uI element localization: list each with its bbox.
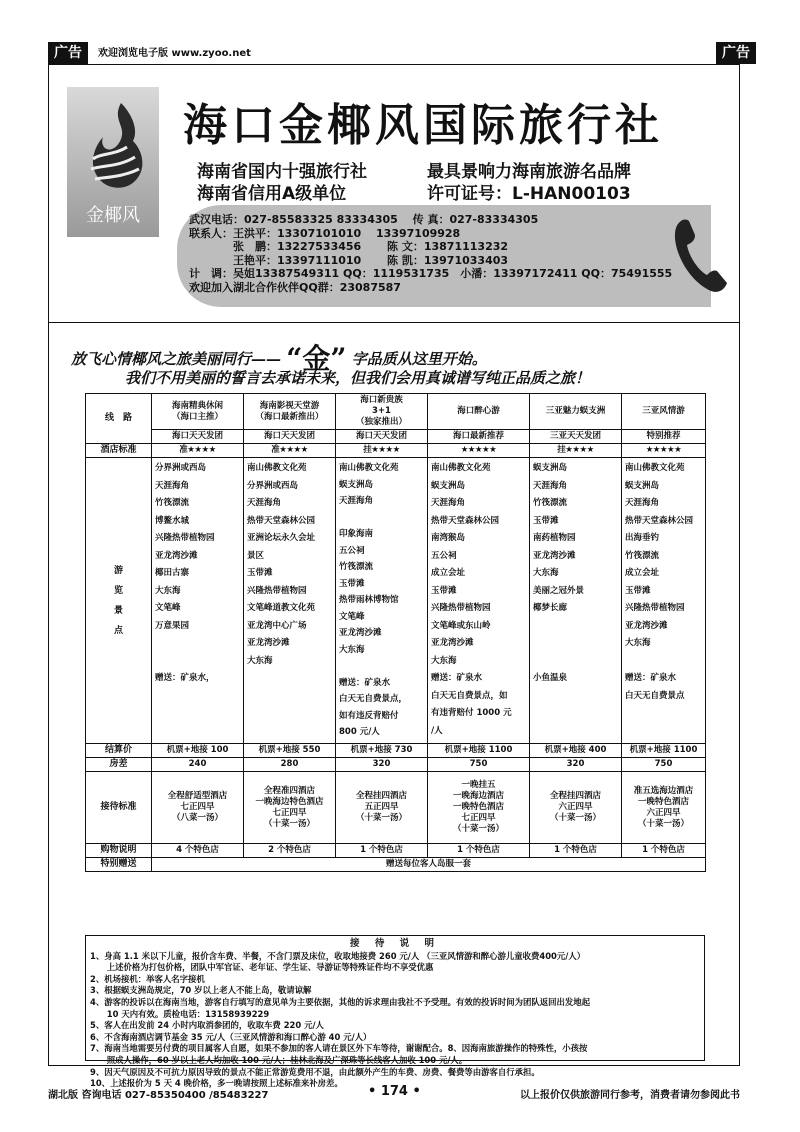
attraction-item: 赠送：矿泉水 <box>339 677 391 688</box>
attraction-item <box>339 658 424 675</box>
gift-value: 赠送每位客人岛服一套 <box>152 858 706 872</box>
hotel-standard <box>244 444 336 458</box>
attraction-item: 白天无自费景点 <box>625 690 685 701</box>
attraction-item: 成立会址 <box>625 568 660 578</box>
attraction-item <box>533 705 618 723</box>
footer-contact: 湖北版 咨询电话 027-85350400 /85483227 <box>48 1090 269 1101</box>
shopping-info: 1 个特色店 <box>622 844 706 858</box>
reception-standard: 全程挂四酒店 六正四早 （十菜一汤） <box>530 772 622 844</box>
attraction-item <box>625 723 702 741</box>
attraction-item: 亚龙湾沙滩 <box>155 550 198 561</box>
route-price: 机票+地接 1100 <box>428 744 530 758</box>
attraction-item: 天涯海角 <box>339 496 374 506</box>
attraction-item: 大东海 <box>533 568 559 578</box>
attraction-item: 成立会址 <box>431 568 466 578</box>
star-rating: ★★★★ <box>279 445 308 455</box>
route-agency: 海口天天发团 <box>336 430 428 444</box>
tagline-2: 最具景响力海南旅游名品牌 <box>427 162 631 182</box>
hotel-standard <box>152 444 244 458</box>
advertisement-frame <box>48 64 740 1089</box>
attraction-item <box>247 723 332 741</box>
attraction-item: 赠送：矿泉水 <box>625 673 677 683</box>
note-line: 2、机场接机：举客人名字接机 <box>90 973 205 984</box>
route-agency: 海口最新推荐 <box>428 430 530 444</box>
attraction-item: 兴隆热带植物园 <box>431 603 491 613</box>
reception-standard: 全程舒适型酒店 七正四早 （八菜一汤） <box>152 772 244 844</box>
attraction-item: 热带天堂森林公园 <box>247 515 316 526</box>
site-banner: 欢迎浏览电子版 www.zyoo.net <box>98 48 251 59</box>
attraction-item: 出海垂钓 <box>625 533 660 543</box>
attraction-item: 竹筏漂流 <box>155 498 190 508</box>
hotel-prefix: 挂 <box>363 445 372 455</box>
attraction-item: 亚龙湾沙滩 <box>339 628 382 638</box>
reception-standard: 一晚挂五 一晚海边酒店 一晚特色酒店 七正四早 （十菜一汤） <box>428 772 530 844</box>
attraction-item: 万意果园 <box>155 620 190 631</box>
attraction-item: 文笔峰 <box>155 603 181 613</box>
star-rating: ★★★★★ <box>460 445 497 455</box>
room-label: 房差 <box>86 758 152 772</box>
attraction-item <box>247 670 332 688</box>
route-attractions <box>428 458 530 744</box>
attraction-item: 玉带滩 <box>533 515 559 526</box>
hotel-prefix: 准 <box>271 445 280 455</box>
route-name: 海口醉心游 <box>428 394 530 430</box>
attraction-item: 南山佛教文化苑 <box>625 463 685 473</box>
attraction-item <box>155 653 240 671</box>
slogan-part-a: 放飞心情椰风之旅美丽同行—— <box>71 350 282 368</box>
attraction-item <box>625 653 702 671</box>
attraction-item: 印象海南 <box>339 529 374 539</box>
attraction-item: 大东海 <box>625 638 651 648</box>
shopping-label: 购物说明 <box>86 844 152 858</box>
attraction-item: 分界洲或西岛 <box>155 463 207 473</box>
attraction-item: 博鳌水城 <box>155 515 190 526</box>
attraction-item: 天涯海角 <box>247 498 282 508</box>
attraction-item: 亚龙湾沙滩 <box>247 638 290 648</box>
attraction-item: 如有违反背赔付 <box>339 710 399 721</box>
room-difference: 750 <box>622 758 706 772</box>
route-price: 机票+地接 100 <box>152 744 244 758</box>
hotel-standard <box>622 444 706 458</box>
route-agency: 海口天天发团 <box>152 430 244 444</box>
attraction-item <box>533 723 618 741</box>
attraction-item <box>533 618 618 636</box>
attraction-item: 南湾猴岛 <box>431 533 466 543</box>
attraction-item: 五公祠 <box>431 550 457 561</box>
route-price: 机票+地接 730 <box>336 744 428 758</box>
attraction-item: 有违背赔付 1000 元 <box>431 708 512 718</box>
attraction-item: 小鱼温泉 <box>533 673 568 683</box>
row-agency <box>86 430 706 444</box>
route-agency: 三亚天天发团 <box>530 430 622 444</box>
attraction-item: 南药植物园 <box>533 533 576 543</box>
route-price: 机票+地接 550 <box>244 744 336 758</box>
attraction-item: 文笔峰 <box>339 611 365 622</box>
attraction-item: 兴隆热带植物园 <box>625 603 685 613</box>
star-rating: ★★★★ <box>565 445 594 455</box>
route-agency: 特别推荐 <box>622 430 706 444</box>
note-line: 照成人操作，60 岁以上老人均加收 100 元/人；桂林北海及广深珠等长线客人加收 100 元/人。 <box>90 1054 468 1065</box>
route-name: 海口新贵族 3+1 （独家推出） <box>336 394 428 430</box>
ad-tag-right: 广告 <box>716 42 756 64</box>
slogan-line-2: 我们不用美丽的誓言去承诺未来，但我们会用真诚谱写纯正品质之旅！ <box>125 369 591 387</box>
attraction-item: 文笔峰或东山岭 <box>431 620 491 631</box>
row-gift <box>86 858 706 872</box>
flame-icon <box>81 99 151 195</box>
shopping-info: 1 个特色店 <box>336 844 428 858</box>
route-attractions <box>622 458 706 744</box>
attraction-item <box>247 688 332 706</box>
notes-title: 接 待 说 明 <box>350 938 440 949</box>
attraction-item <box>155 688 240 706</box>
route-label: 线 路 <box>86 394 152 444</box>
notes-lines <box>90 951 700 1090</box>
attraction-item: 兴隆热带植物园 <box>155 533 215 543</box>
hotel-prefix: 挂 <box>557 445 566 455</box>
attraction-item: 热带天堂森林公园 <box>625 515 694 526</box>
tagline-1: 海南省国内十强旅行社 <box>197 162 367 182</box>
attraction-item: 亚龙湾中心广场 <box>247 620 307 631</box>
logo-text: 金椰风 <box>86 205 140 226</box>
route-name: 三亚魅力蜈支洲 <box>530 394 622 430</box>
attraction-item: 天涯海角 <box>155 480 190 491</box>
attraction-item: 天涯海角 <box>625 498 660 508</box>
attraction-item: 白天无自费景点， <box>339 694 408 704</box>
attraction-item: 蜈支洲岛 <box>533 463 568 473</box>
attraction-item: 景区 <box>247 550 265 561</box>
note-line: 7、海南当地需要另付费的项目属客人自愿，如果不参加的客人请在景区外下车等待，谢谢配合。8、因海南旅游操作的特殊性，小孩按 <box>90 1043 588 1054</box>
hotel-prefix: 准 <box>179 445 188 455</box>
reception-standard: 准五选海边酒店 一晚特色酒店 六正四早 （十菜一汤） <box>622 772 706 844</box>
row-shopping <box>86 844 706 858</box>
route-agency: 海口天天发团 <box>244 430 336 444</box>
note-line: 10 天内有效。质检电话：13158939229 <box>90 1008 270 1019</box>
attraction-item: 亚龙湾沙滩 <box>431 638 474 648</box>
attraction-item: 热带雨林博物馆 <box>339 595 399 605</box>
route-price: 机票+地接 400 <box>530 744 622 758</box>
route-name: 海南精典休闲 （海口主推） <box>152 394 244 430</box>
attraction-item: 美丽之冠外景 <box>533 585 585 596</box>
attraction-item: 亚洲论坛永久会址 <box>247 533 316 543</box>
contact-line: 王艳平：13397111010 陈 凯：13971033403 <box>189 253 509 267</box>
attraction-item: 南山佛教文化苑 <box>247 463 307 473</box>
attraction-item: 文笔峰道教文化苑 <box>247 603 316 613</box>
route-attractions <box>336 458 428 744</box>
telephone-icon <box>671 215 729 295</box>
shopping-info: 4 个特色店 <box>152 844 244 858</box>
attraction-item: 玉带滩 <box>339 578 365 589</box>
slogan-gold-char: “金” <box>286 342 347 375</box>
note-line: 5、客人在出发前 24 小时内取消参团的，收取车费 220 元/人 <box>90 1020 324 1031</box>
attraction-item: 南山佛教文化苑 <box>339 463 399 473</box>
attraction-item <box>533 653 618 671</box>
note-line: 10、上述报价为 5 天 4 晚价格，多一晚请按照上述标准来补房差。 <box>90 1078 343 1089</box>
tagline-3: 海南省信用A级单位 <box>197 184 347 204</box>
contact-line: 联系人：王洪平：13307101010 13397109928 <box>189 226 461 240</box>
attraction-item: 亚龙湾沙滩 <box>533 550 576 561</box>
attraction-item: 亚龙湾沙滩 <box>625 620 668 631</box>
row-room <box>86 758 706 772</box>
attraction-item: 大东海 <box>339 644 365 655</box>
page-footer <box>48 1086 740 1104</box>
note-line: 9、因天气原因及不可抗力原因导致的景点不能正常游览费用不退，由此额外产生的车费、房费、餐费等由游客自行承担。 <box>90 1066 540 1077</box>
agency-header <box>49 65 739 323</box>
attraction-item: 蜈支洲岛 <box>431 480 466 491</box>
note-line: 3、根据蜈支洲岛规定，70 岁以上老人不能上岛，敬请谅解 <box>90 985 312 996</box>
attractions-label: 游 览 景 点 <box>86 458 152 744</box>
attraction-item: 赠送：矿泉水， <box>155 673 215 683</box>
hotel-label: 酒店标准 <box>86 444 152 458</box>
attraction-item <box>155 635 240 653</box>
attraction-item: 天涯海角 <box>431 498 466 508</box>
contact-box <box>177 205 711 307</box>
room-difference: 320 <box>336 758 428 772</box>
attraction-item <box>339 510 424 527</box>
star-rating: ★★★★ <box>187 445 216 455</box>
row-hotel <box>86 444 706 458</box>
contact-line: 计 调：吴姐13387549311 QQ：1119531735 小潘：13397172411 QQ：75491555 <box>189 267 673 280</box>
note-line: 上述价格为打包价格，团队中军官证、老年证、学生证、导游证等特殊证件均不享受优惠 <box>90 962 434 973</box>
note-line: 1、身高 1.1 米以下儿童，报价含车费、半餐，不含门票及床位，收取地接费 260 元/人 （三亚风情游和醉心游儿童收费400元/人） <box>90 950 586 961</box>
attraction-item: 赠送：矿泉水 <box>431 673 483 683</box>
route-name: 三亚风情游 <box>622 394 706 430</box>
attraction-item: 玉带滩 <box>431 585 457 596</box>
note-line: 6、不含海南酒店调节基金 35 元/人（三亚风情游和海口醉心游 40 元/人） <box>90 1031 372 1042</box>
standard-label: 接待标准 <box>86 772 152 844</box>
attraction-item: 五公祠 <box>339 545 365 556</box>
route-attractions <box>244 458 336 744</box>
attraction-item: 大东海 <box>247 655 273 666</box>
slogan-part-b: 字品质从这里开始。 <box>351 350 487 368</box>
room-difference: 320 <box>530 758 622 772</box>
attraction-item: 大东海 <box>431 655 457 666</box>
page-number: • 174 • <box>368 1084 421 1099</box>
ad-tag-left: 广告 <box>48 42 88 64</box>
hotel-standard <box>530 444 622 458</box>
reception-notes <box>85 935 705 1089</box>
attraction-item: 蜈支洲岛 <box>339 479 374 490</box>
attraction-item: 竹筏漂流 <box>339 562 374 572</box>
contact-line: 武汉电话：027-85583325 83334305 传 真：027-83334305 <box>189 213 539 226</box>
contact-line: 张 鹏：13227533456 陈 文：13871113232 <box>189 240 509 253</box>
route-price: 机票+地接 1100 <box>622 744 706 758</box>
star-rating: ★★★★ <box>371 445 400 455</box>
attraction-item: 玉带滩 <box>247 568 273 578</box>
row-route-names <box>86 394 706 430</box>
attraction-item <box>247 705 332 723</box>
row-attractions <box>86 458 706 744</box>
attraction-item: 椰梦长廊 <box>533 603 568 613</box>
attraction-item: 南山佛教文化苑 <box>431 463 491 473</box>
attraction-item: 分界洲或西岛 <box>247 480 299 491</box>
attraction-item: 800 元/人 <box>339 727 380 737</box>
attraction-item: 大东海 <box>155 585 181 596</box>
attraction-item <box>155 705 240 723</box>
footer-disclaimer: 以上报价仅供旅游同行参考，消费者请勿参阅此书 <box>520 1090 740 1101</box>
gift-label: 特别赠送 <box>86 858 152 872</box>
attraction-item <box>533 635 618 653</box>
attraction-item: 热带天堂森林公园 <box>431 515 500 526</box>
attraction-item: 天涯海角 <box>533 480 568 491</box>
shopping-info: 2 个特色店 <box>244 844 336 858</box>
route-attractions <box>152 458 244 744</box>
price-label: 结算价 <box>86 744 152 758</box>
attraction-item: 蜈支洲岛 <box>625 480 660 491</box>
license-number: 许可证号：L-HAN00103 <box>427 184 631 204</box>
attraction-item <box>625 705 702 723</box>
route-attractions <box>530 458 622 744</box>
agency-logo <box>67 87 159 237</box>
routes-table <box>85 393 706 872</box>
hotel-standard <box>428 444 530 458</box>
star-rating: ★★★★★ <box>645 445 682 455</box>
attraction-item: 玉带滩 <box>625 585 651 596</box>
route-name: 海南影视天堂游 （海口最新推出） <box>244 394 336 430</box>
attraction-item <box>155 723 240 741</box>
note-line: 4、游客的投诉以在海南当地，游客自行填写的意见单为主要依据，其他的诉求理由我社不予受理。有效的投诉时间为团队返回出发地起 <box>90 996 590 1007</box>
room-difference: 750 <box>428 758 530 772</box>
contact-line: 欢迎加入湖北合作伙伴QQ群：23087587 <box>189 280 401 294</box>
attraction-item <box>533 688 618 706</box>
hotel-standard <box>336 444 428 458</box>
agency-title: 海口金椰风国际旅行社 <box>183 100 663 151</box>
shopping-info: 1 个特色店 <box>428 844 530 858</box>
attraction-item: 椰田古寨 <box>155 568 190 578</box>
reception-standard: 全程挂四酒店 五正四早 （十菜一汤） <box>336 772 428 844</box>
shopping-info: 1 个特色店 <box>530 844 622 858</box>
row-price <box>86 744 706 758</box>
row-standard <box>86 772 706 844</box>
attraction-item: 白天无自费景点，如 <box>431 690 508 701</box>
room-difference: 280 <box>244 758 336 772</box>
reception-standard: 全程准四酒店 一晚海边特色酒店 七正四早 （十菜一汤） <box>244 772 336 844</box>
room-difference: 240 <box>152 758 244 772</box>
attraction-item: /人 <box>431 725 443 736</box>
attraction-item: 兴隆热带植物园 <box>247 585 307 596</box>
attraction-item: 竹筏漂流 <box>625 550 660 561</box>
slogans <box>49 325 739 391</box>
attraction-item: 竹筏漂流 <box>533 498 568 508</box>
